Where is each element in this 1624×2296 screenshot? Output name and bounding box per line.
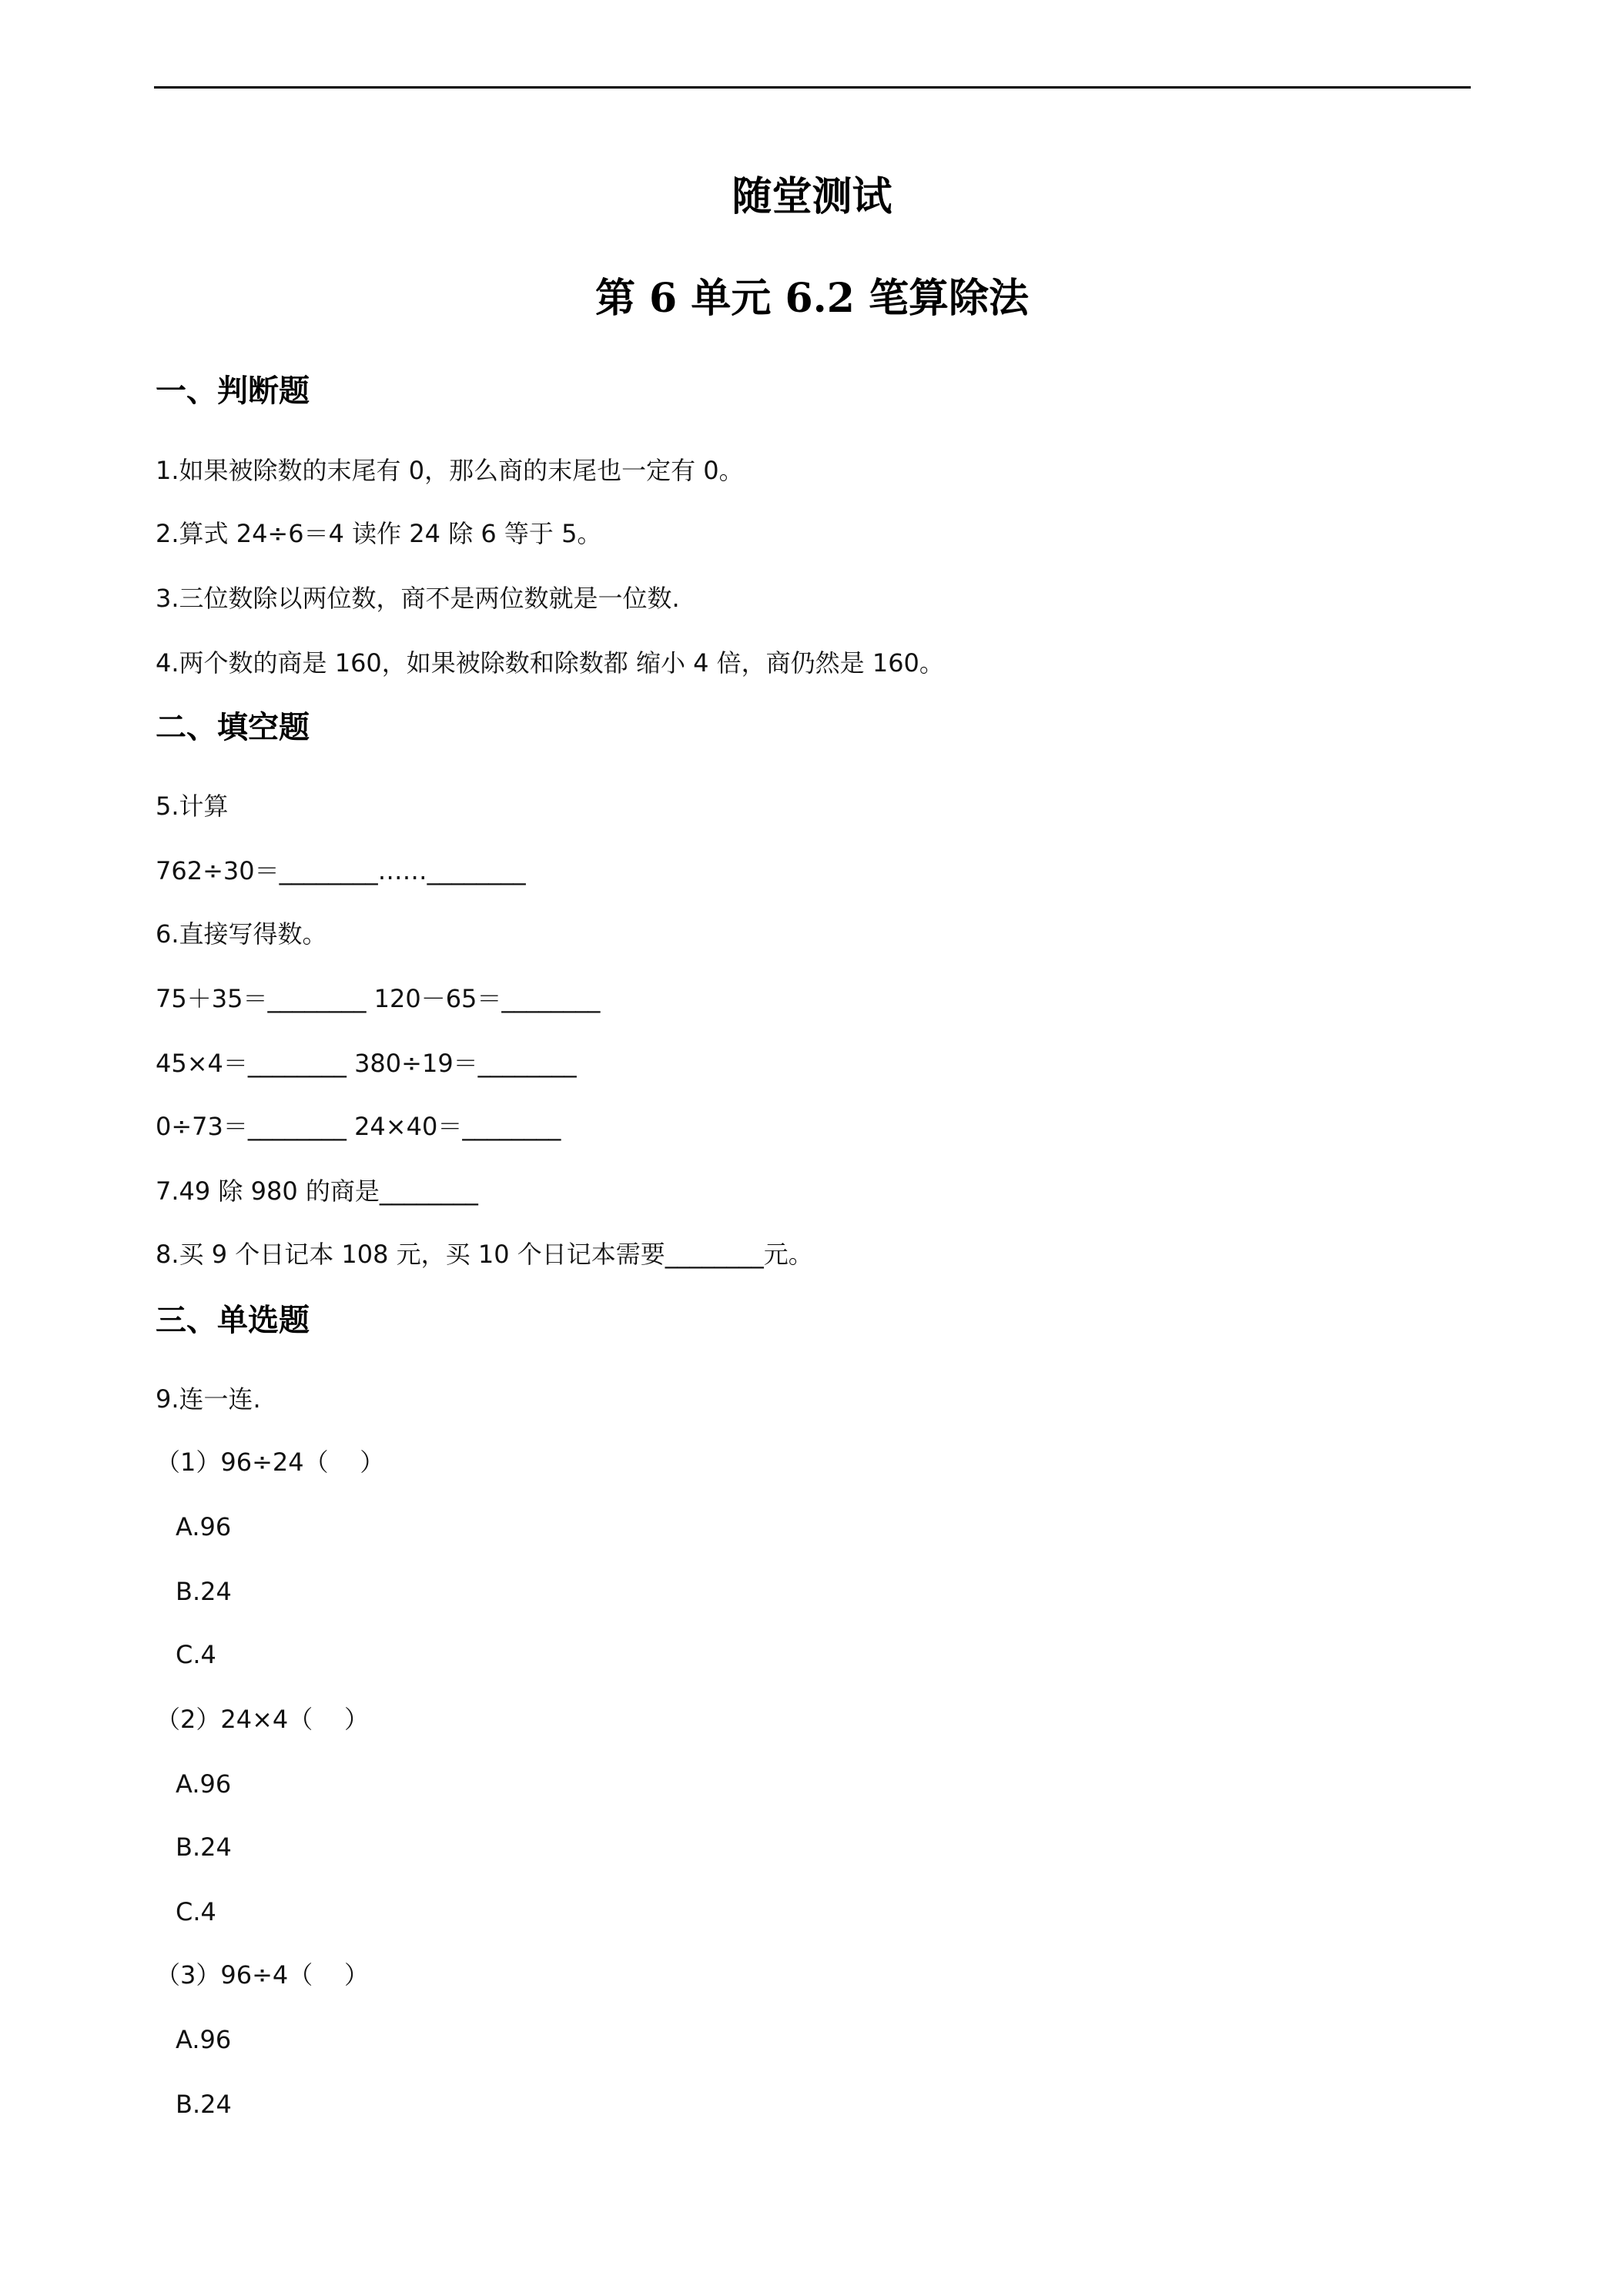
page-title: 随堂测试 (732, 173, 892, 220)
question-6-line-1: 75＋35＝________ 120－65＝________ (156, 984, 601, 1013)
option-3-a: A.96 (176, 2025, 232, 2054)
question-5: 5.计算 (156, 792, 229, 821)
question-2: 2.算式 24÷6＝4 读作 24 除 6 等于 5。 (156, 519, 602, 548)
section-heading-fill: 二、填空题 (156, 710, 310, 745)
question-7: 7.49 除 980 的商是________ (156, 1176, 478, 1206)
option-1-a: A.96 (176, 1512, 232, 1541)
page-subtitle: 第 6 单元 6.2 笔算除法 (594, 275, 1030, 322)
question-4: 4.两个数的商是 160，如果被除数和除数都 缩小 4 倍，商仍然是 160。 (156, 648, 944, 678)
section-heading-judge: 一、判断题 (156, 373, 310, 409)
question-6-line-2: 45×4＝________ 380÷19＝________ (156, 1049, 577, 1078)
option-1-b: B.24 (176, 1577, 232, 1606)
option-2-b: B.24 (176, 1832, 232, 1862)
option-2-c: C.4 (176, 1897, 216, 1926)
question-6-line-3: 0÷73＝________ 24×40＝________ (156, 1112, 561, 1141)
sub-question-3: （3）96÷4（ ） (156, 1960, 369, 1990)
question-5-expression: 762÷30＝________……________ (156, 856, 526, 885)
option-3-b: B.24 (176, 2090, 232, 2119)
question-6: 6.直接写得数。 (156, 919, 327, 949)
option-1-c: C.4 (176, 1640, 216, 1669)
question-8: 8.买 9 个日记本 108 元，买 10 个日记本需要________元。 (156, 1240, 813, 1269)
option-2-a: A.96 (176, 1769, 232, 1799)
section-heading-choice: 三、单选题 (156, 1303, 310, 1338)
question-3: 3.三位数除以两位数，商不是两位数就是一位数. (156, 584, 680, 613)
sub-question-1: （1）96÷24（ ） (156, 1448, 385, 1477)
header-rule (154, 86, 1471, 89)
sub-question-2: （2）24×4（ ） (156, 1705, 369, 1734)
question-1: 1.如果被除数的末尾有 0，那么商的末尾也一定有 0。 (156, 456, 744, 485)
question-9: 9.连一连. (156, 1384, 261, 1414)
